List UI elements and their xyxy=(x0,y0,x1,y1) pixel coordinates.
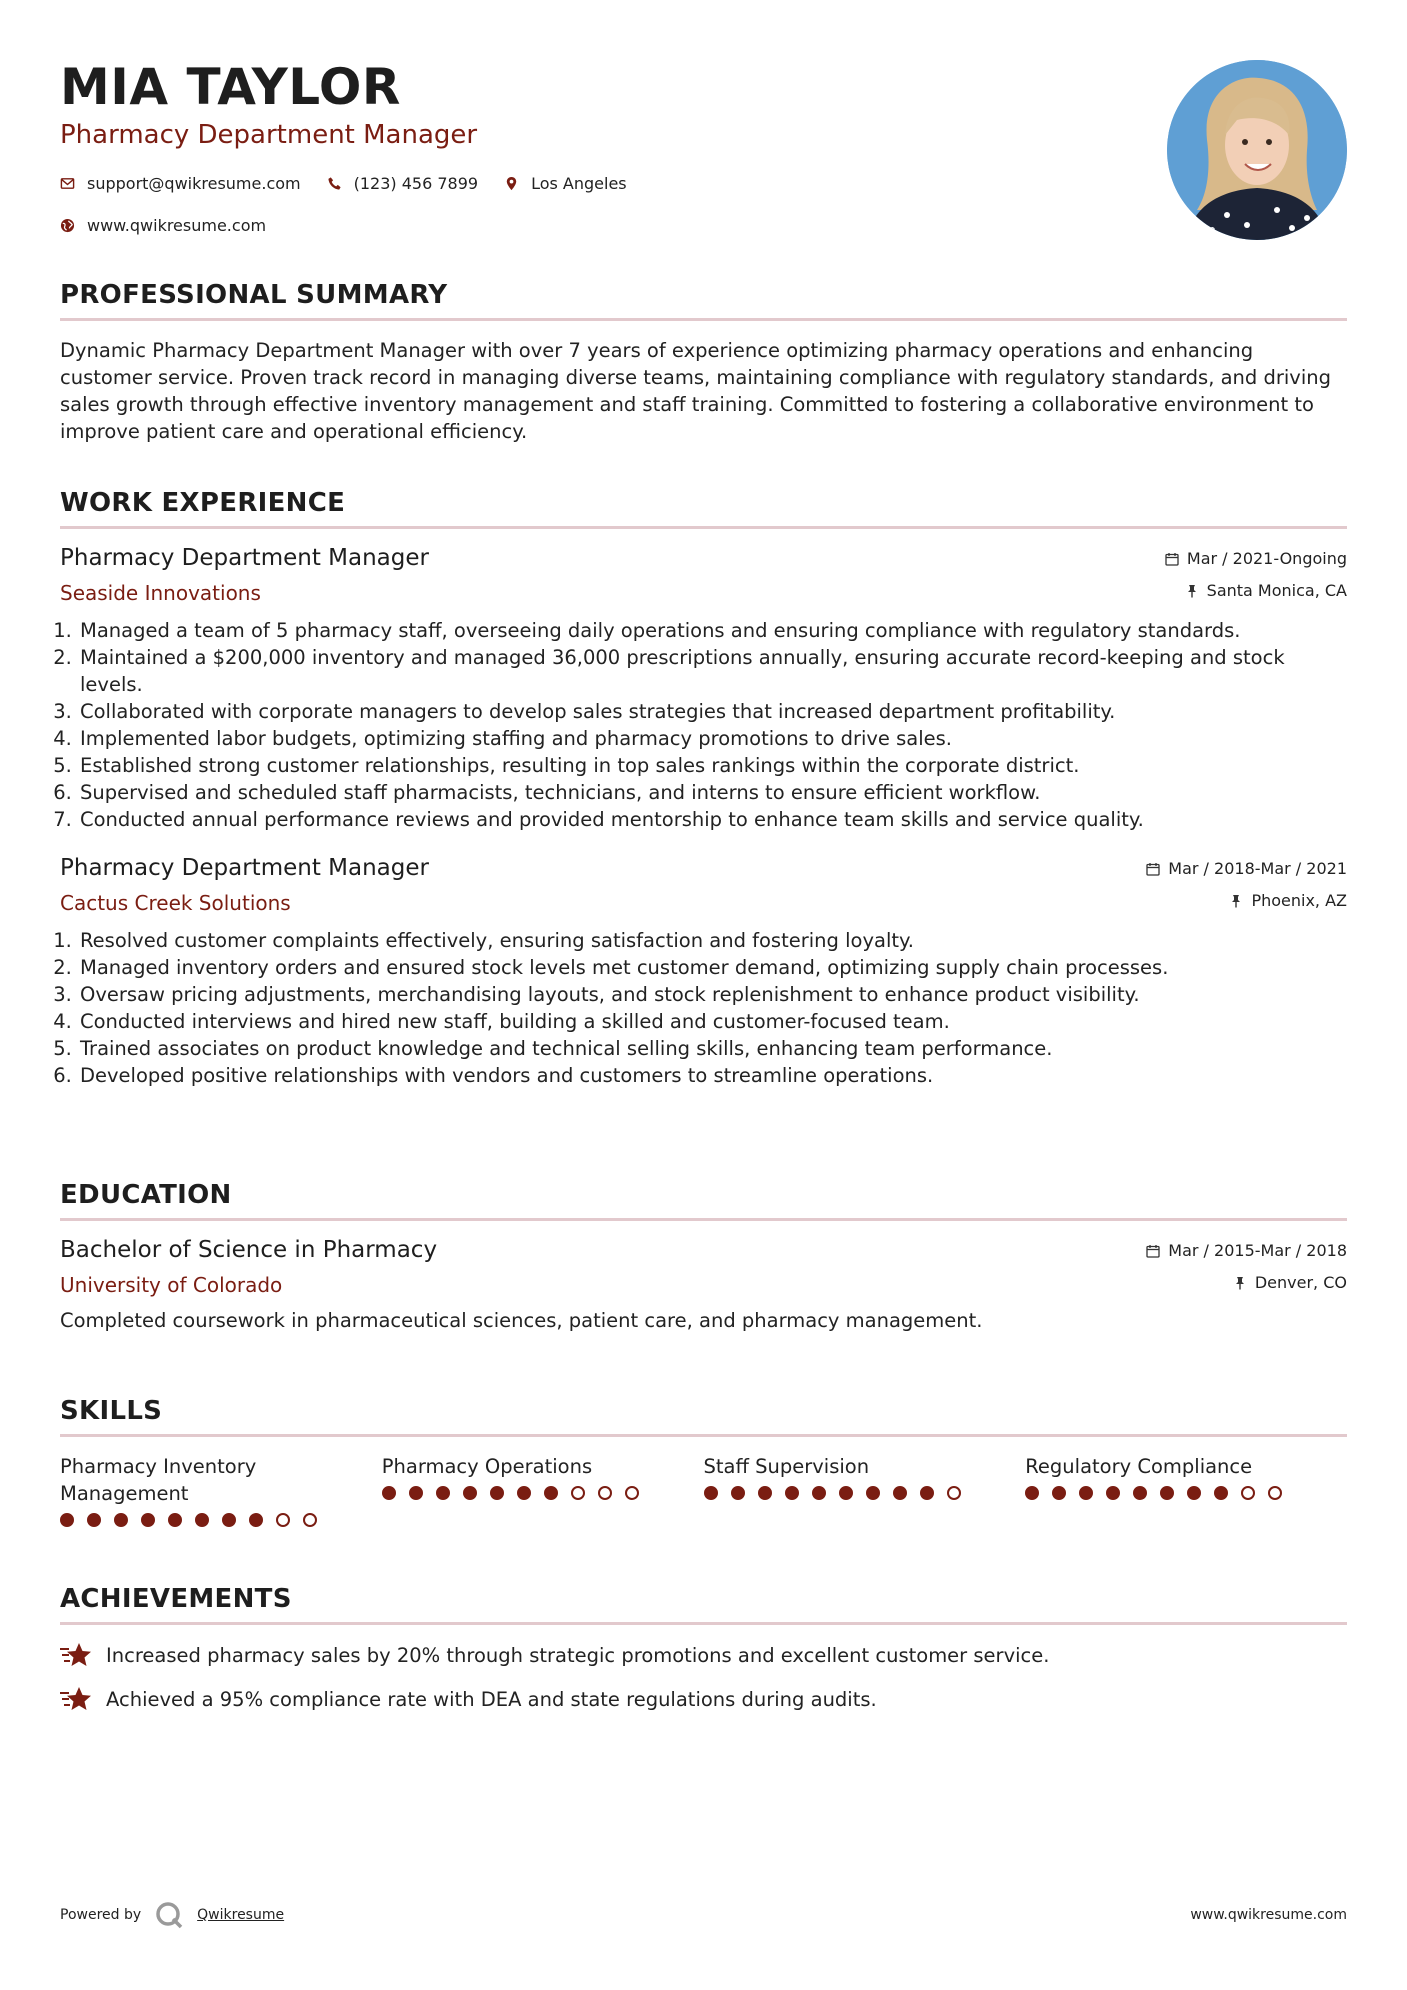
summary-heading: PROFESSIONAL SUMMARY xyxy=(60,280,1347,321)
brand-link[interactable]: Qwikresume xyxy=(197,1907,285,1923)
achievement-item xyxy=(60,1685,1347,1713)
job-location-text: Santa Monica, CA xyxy=(1206,581,1347,600)
education-degree: Bachelor of Science in Pharmacy xyxy=(60,1237,438,1263)
summary-text: Dynamic Pharmacy Department Manager with over 7 years of experience optimizing pharmacy operations and enhancing customer service. Proven track record in managing diverse teams, maintaining compliance with regulatory standards, and driving sales growth through effective inventory management and staff training. Committed to fostering a collaborative environment to improve patient care and operational efficiency. xyxy=(60,339,1331,443)
rating-dot-empty xyxy=(1241,1486,1255,1500)
rating-dot-filled xyxy=(249,1513,263,1527)
achievements-heading: ACHIEVEMENTS xyxy=(60,1584,1347,1625)
globe-icon xyxy=(60,218,75,233)
job-bullet: 3. Oversaw pricing adjustments, merchandising layouts, and stock replenishment to enhance product visibility. xyxy=(78,981,1347,1008)
rating-dot-filled xyxy=(141,1513,155,1527)
star-icon xyxy=(60,1641,92,1669)
job-entry xyxy=(60,855,1347,1089)
calendar-icon xyxy=(1146,1244,1160,1258)
rating-dot-filled xyxy=(920,1486,934,1500)
job-date xyxy=(1165,549,1347,568)
rating-dot-empty xyxy=(276,1513,290,1527)
rating-dot-filled xyxy=(114,1513,128,1527)
phone-icon xyxy=(327,176,342,191)
job-title: Pharmacy Department Manager xyxy=(60,855,429,881)
achievements-section xyxy=(60,1584,1347,1713)
skills-heading: SKILLS xyxy=(60,1396,1347,1437)
profile-photo xyxy=(1167,60,1347,240)
achievement-text: Achieved a 95% compliance rate with DEA and state regulations during audits. xyxy=(106,1687,877,1711)
rating-dot-filled xyxy=(1187,1486,1201,1500)
job-location xyxy=(1229,891,1347,910)
rating-dot-filled xyxy=(409,1486,423,1500)
skill-item xyxy=(1025,1453,1347,1527)
job-date-text: Mar / 2021-Ongoing xyxy=(1186,549,1347,568)
page-footer xyxy=(60,1900,1347,1930)
candidate-name: MIA TAYLOR xyxy=(60,58,401,116)
avatar xyxy=(1167,60,1347,240)
rating-dot-filled xyxy=(731,1486,745,1500)
rating-dot-filled xyxy=(812,1486,826,1500)
rating-dot-filled xyxy=(60,1513,74,1527)
job-bullet: 4. Implemented labor budgets, optimizing staffing and pharmacy promotions to drive sales. xyxy=(78,725,1347,752)
contact-website[interactable] xyxy=(60,216,266,235)
job-bullet: 5. Established strong customer relationships, resulting in top sales rankings within the corporate district. xyxy=(78,752,1347,779)
powered-label: Powered by xyxy=(60,1907,142,1923)
rating-dot-filled xyxy=(490,1486,504,1500)
contact-phone[interactable] xyxy=(327,174,478,193)
job-bullet: 1. Managed a team of 5 pharmacy staff, overseeing daily operations and ensuring compliance with regulatory standards. xyxy=(78,617,1347,644)
education-location xyxy=(1233,1273,1347,1292)
job-company: Seaside Innovations xyxy=(60,581,261,605)
rating-dot-empty xyxy=(571,1486,585,1500)
job-header xyxy=(60,545,1347,611)
skill-rating xyxy=(704,1486,1026,1500)
rating-dot-filled xyxy=(704,1486,718,1500)
skill-name: Pharmacy Inventory Management xyxy=(60,1455,257,1505)
pushpin-icon xyxy=(1233,1276,1247,1290)
job-date-text: Mar / 2018-Mar / 2021 xyxy=(1168,859,1347,878)
job-header xyxy=(60,855,1347,921)
rating-dot-filled xyxy=(1025,1486,1039,1500)
calendar-icon xyxy=(1165,552,1179,566)
envelope-icon xyxy=(60,176,75,191)
rating-dot-filled xyxy=(1160,1486,1174,1500)
star-icon xyxy=(60,1685,92,1713)
rating-dot-filled xyxy=(87,1513,101,1527)
education-date xyxy=(1146,1241,1347,1260)
powered-by xyxy=(60,1901,284,1929)
rating-dot-filled xyxy=(463,1486,477,1500)
job-title: Pharmacy Department Manager xyxy=(60,545,429,571)
footer-url[interactable]: www.qwikresume.com xyxy=(1190,1907,1347,1923)
job-entry xyxy=(60,545,1347,833)
rating-dot-filled xyxy=(222,1513,236,1527)
skills-list xyxy=(60,1453,1347,1527)
skill-name: Staff Supervision xyxy=(703,1455,870,1478)
contact-row-website xyxy=(60,216,282,235)
contact-row xyxy=(60,174,643,193)
education-school: University of Colorado xyxy=(60,1273,283,1297)
skill-name: Pharmacy Operations xyxy=(381,1455,593,1478)
job-bullet: 3. Collaborated with corporate managers to develop sales strategies that increased department profitability. xyxy=(78,698,1347,725)
rating-dot-filled xyxy=(195,1513,209,1527)
location-text: Los Angeles xyxy=(531,174,627,193)
rating-dot-filled xyxy=(758,1486,772,1500)
education-heading: EDUCATION xyxy=(60,1180,1347,1221)
rating-dot-filled xyxy=(785,1486,799,1500)
contact-email[interactable] xyxy=(60,174,301,193)
education-section xyxy=(60,1180,1347,1332)
skill-name: Regulatory Compliance xyxy=(1025,1455,1253,1478)
education-date-text: Mar / 2015-Mar / 2018 xyxy=(1168,1241,1347,1260)
qwikresume-logo-icon xyxy=(155,1901,183,1929)
education-location-text: Denver, CO xyxy=(1254,1273,1347,1292)
achievement-item xyxy=(60,1641,1347,1669)
job-bullet: 5. Trained associates on product knowledge and technical selling skills, enhancing team performance. xyxy=(78,1035,1347,1062)
work-heading: WORK EXPERIENCE xyxy=(60,488,1347,529)
pushpin-icon xyxy=(1229,894,1243,908)
calendar-icon xyxy=(1146,862,1160,876)
rating-dot-empty xyxy=(625,1486,639,1500)
rating-dot-filled xyxy=(839,1486,853,1500)
job-location-text: Phoenix, AZ xyxy=(1251,891,1347,910)
skill-item xyxy=(60,1453,382,1527)
skills-section xyxy=(60,1396,1347,1527)
rating-dot-filled xyxy=(517,1486,531,1500)
job-company: Cactus Creek Solutions xyxy=(60,891,291,915)
job-bullet: 6. Supervised and scheduled staff pharmacists, technicians, and interns to ensure efficient workflow. xyxy=(78,779,1347,806)
rating-dot-filled xyxy=(436,1486,450,1500)
job-location xyxy=(1185,581,1347,600)
pushpin-icon xyxy=(1185,584,1199,598)
rating-dot-filled xyxy=(168,1513,182,1527)
rating-dot-empty xyxy=(303,1513,317,1527)
job-bullet: 2. Managed inventory orders and ensured stock levels met customer demand, optimizing supply chain processes. xyxy=(78,954,1347,981)
skill-item xyxy=(704,1453,1026,1527)
candidate-title: Pharmacy Department Manager xyxy=(60,120,478,150)
job-bullet: 4. Conducted interviews and hired new staff, building a skilled and customer-focused team. xyxy=(78,1008,1347,1035)
rating-dot-filled xyxy=(544,1486,558,1500)
job-bullet: 7. Conducted annual performance reviews and provided mentorship to enhance team skills and service quality. xyxy=(78,806,1347,833)
achievement-text: Increased pharmacy sales by 20% through strategic promotions and excellent customer service. xyxy=(106,1643,1050,1667)
skill-item xyxy=(382,1453,704,1527)
rating-dot-empty xyxy=(1268,1486,1282,1500)
summary-section xyxy=(60,280,1347,445)
work-section xyxy=(60,488,1347,1089)
rating-dot-filled xyxy=(382,1486,396,1500)
education-entry xyxy=(60,1237,1347,1332)
job-bullet: 1. Resolved customer complaints effectively, ensuring satisfaction and fostering loyalty. xyxy=(78,927,1347,954)
email-text: support@qwikresume.com xyxy=(87,174,301,193)
rating-dot-filled xyxy=(1106,1486,1120,1500)
job-bullets xyxy=(60,617,1347,833)
rating-dot-empty xyxy=(947,1486,961,1500)
phone-text: (123) 456 7899 xyxy=(353,174,479,193)
website-text: www.qwikresume.com xyxy=(87,216,267,235)
rating-dot-filled xyxy=(1214,1486,1228,1500)
contact-location xyxy=(504,174,627,193)
job-bullet: 2. Maintained a $200,000 inventory and managed 36,000 prescriptions annually, ensuring accurate record-keeping and stock levels. xyxy=(78,644,1347,698)
rating-dot-filled xyxy=(866,1486,880,1500)
rating-dot-empty xyxy=(598,1486,612,1500)
job-bullets xyxy=(60,927,1347,1089)
rating-dot-filled xyxy=(893,1486,907,1500)
rating-dot-filled xyxy=(1079,1486,1093,1500)
rating-dot-filled xyxy=(1052,1486,1066,1500)
resume-header xyxy=(60,0,1347,250)
map-pin-icon xyxy=(504,176,519,191)
job-date xyxy=(1146,859,1347,878)
education-description: Completed coursework in pharmaceutical sciences, patient care, and pharmacy management. xyxy=(60,1309,983,1332)
job-bullet: 6. Developed positive relationships with vendors and customers to streamline operations. xyxy=(78,1062,1347,1089)
rating-dot-filled xyxy=(1133,1486,1147,1500)
education-header xyxy=(60,1237,1347,1303)
skill-rating xyxy=(60,1513,382,1527)
skill-rating xyxy=(382,1486,704,1500)
skill-rating xyxy=(1025,1486,1347,1500)
